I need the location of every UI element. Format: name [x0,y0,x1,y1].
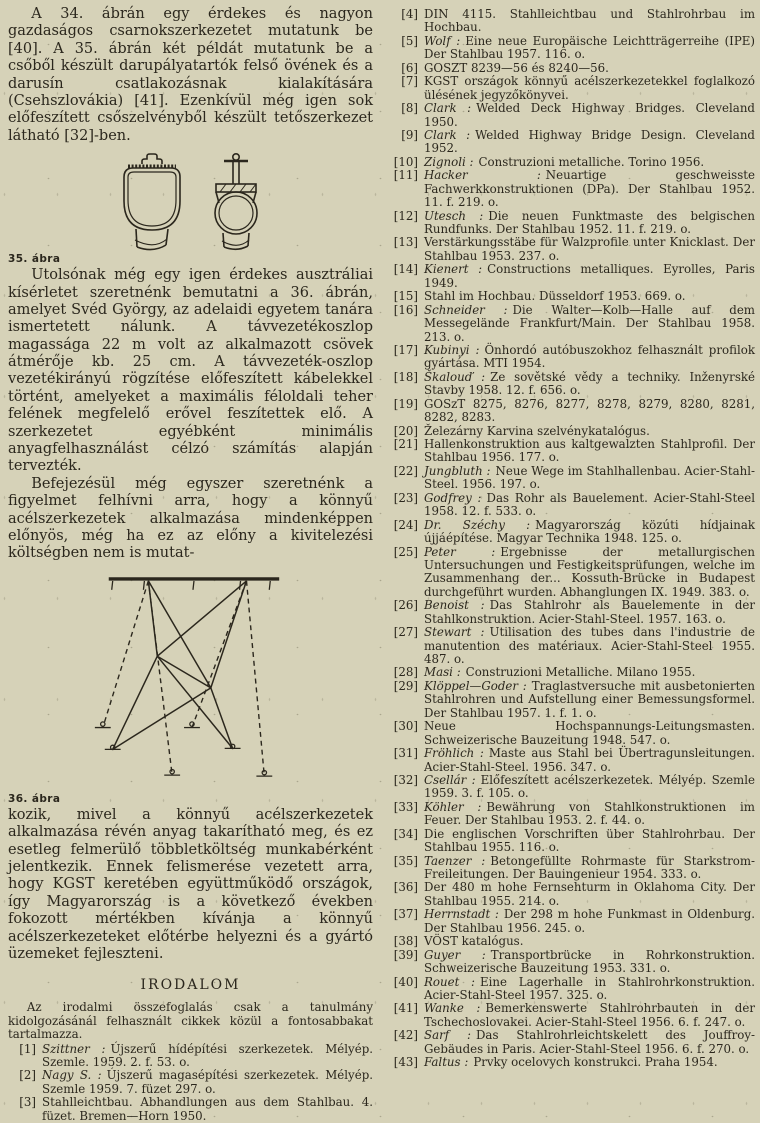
reference-entry [390,75,755,102]
reference-entry [390,102,755,129]
reference-entry [390,492,755,519]
reference-entry [390,774,755,801]
reference-text: GOSzT 8275, 8276, 8277, 8278, 8279, 8280, 8281, 8282, 8283. [424,396,755,425]
reference-author: Guyer : [424,947,486,962]
reference-number: [7] [401,74,418,89]
reference-entry [390,1002,755,1029]
reference-text: Eine neue Europäische Leichtträgerreihe (IPE) Der Stahlbau 1957. 116. o. [424,33,755,62]
reference-author: Köhler : [424,799,482,814]
reference-author: Jungbluth : [424,463,491,478]
paragraph-3-part2: kozik, mivel a könnyű acélszerkezetek alkalmazása révén anyag takarítható meg, és ez esetleg felmerülő többletköltség munkabérként jelentkezik. Ennek felismerése vezetett arra, hogy KGST keretében együttműködő országok, így Magyarország is a következő években fokozott mértékben kívánja a könnyű acélszerkezeteket előtérbe helyezni és a gyártó üzemeket fejleszteni. [8,806,373,962]
reference-entry [390,210,755,237]
paragraph-1: A 34. ábrán egy érdekes és nagyon gazdaságos csarnokszerkezetet mutatunk be [40]. A 35. ábrán két példát mutatunk be a csőből készült darupályatartók felső övének és a darusín csatlakozásnak kialakítására (Csehszlovákia) [41]. Ezenkívül még igen sok előfeszített csőszelvényből készült tetőszerkezet látható [32]-ben. [8,6,373,144]
reference-entry [390,169,755,209]
reference-entry [8,1096,373,1123]
reference-entry [390,908,755,935]
reference-author: Utesch : [424,208,484,223]
reference-text: Der 480 m hohe Fernsehturm in Oklahoma City. Der Stahlbau 1955. 214. o. [424,880,755,908]
reference-number: [31] [393,746,418,761]
reference-entry [390,8,755,35]
reference-text: Die Walter—Kolb—Halle auf dem Messegelände Frankfurt/Main. Der Stahlbau 1958. 213. o. [424,302,755,344]
reference-entry [390,519,755,546]
reference-list-left [8,1043,373,1123]
reference-number: [30] [393,719,418,734]
reference-author: Peter : [424,544,496,559]
reference-number: [11] [393,168,418,183]
reference-author: Clark : [424,101,472,116]
reference-number: [9] [401,127,418,142]
reference-text: Ergebnisse der metallurgischen Untersuchungen und Festigkeitsprüfungen, welche im Zusammenhang der... Kossuth-Brücke in Budapest durchgeführt wurden. Abhanglungen IX. 1949. 383. o. [424,544,755,599]
reference-number: [2] [19,1068,36,1083]
reference-text: Önhordó autóbuszokhoz felhasznált profilok gyártása. MTI 1954. [424,342,755,371]
reference-number: [22] [393,463,418,478]
reference-number: [16] [393,302,418,317]
reference-author: Faltus : [424,1055,469,1070]
reference-entry [390,1029,755,1056]
bibliography-heading: IRODALOM [140,977,241,994]
reference-text: KGST országok könnyű acélszerkezetekkel foglalkozó ülésének jegyzőkönyvei. [424,74,755,102]
reference-text: Der 298 m hohe Funkmast in Oldenburg. Der Stahlbau 1956. 245. o. [424,907,755,935]
reference-entry [390,626,755,666]
reference-author: Csellár : [424,772,476,787]
reference-author: Hacker : [424,168,541,183]
transmission-tower-drawing [8,569,373,789]
reference-text: VÖST katalógus. [424,934,524,949]
reference-text: DIN 4115. Stahlleichtbau und Stahlrohrbau im Hochbau. [424,7,755,35]
reference-text: Hallenkonstruktion aus kaltgewalzten Stahlprofil. Der Stahlbau 1956. 177. o. [424,437,755,465]
reference-number: [10] [393,154,418,169]
reference-text: Verstärkungsstäbe für Walzprofile unter Knicklast. Der Stahlbau 1953. 237. o. [424,235,755,263]
reference-author: Sarf : [424,1028,471,1043]
reference-author: Wolf : [424,33,461,48]
reference-author: Nagy S. : [42,1068,102,1083]
reference-number: [35] [393,853,418,868]
reference-entry [390,398,755,425]
reference-author: Zignoli : [424,154,474,169]
reference-entry [390,465,755,492]
reference-number: [8] [401,101,418,116]
right-column [390,6,755,1096]
reference-entry [8,1043,373,1070]
reference-number: [20] [393,423,418,438]
reference-text: Transportbrücke in Rohrkonstruktion. Schweizerische Bauzeitung 1953. 331. o. [424,947,756,976]
reference-entry [390,371,755,398]
reference-number: [34] [393,826,418,841]
reference-author: Rouet : [424,974,476,989]
reference-entry [390,344,755,371]
reference-text: Železárny Karvina szelvénykatalógus. [424,423,650,438]
left-column [8,6,373,1123]
reference-text: Utilisation des tubes dans l'industrie de manutention des matériaux. Acier-Stahl-Steel 1955. 487. o. [424,625,755,666]
reference-number: [28] [393,665,418,680]
reference-entry [390,129,755,156]
reference-text: Constructions metalliques. Eyrolles, Paris 1949. [424,262,755,290]
paragraph-2: Utolsónak még egy igen érdekes ausztráliai kísérletet szeretnénk bemutatni a 36. ábrán, amelyet Svéd György, az adelaidi egyetem tanára ismertetett nálunk. A távvezetékoszlop magassága 22 m volt az alkalmazott csövek átmérője kb. 25 cm. A távvezeték-oszlop vezetékirányú rögzítése előfeszített kábelekkel történt, amelyeket a maximális féloldali teher felének megfelelő erővel feszítettek elő. A szerkezetet egyébként minimális anyagfelhasználást célzó számítás alapján tervezték. [8,267,373,475]
reference-number: [4] [401,7,418,21]
reference-number: [19] [393,396,418,411]
reference-number: [15] [393,289,418,304]
reference-number: [38] [393,934,418,949]
reference-entry [390,976,755,1003]
reference-text: Betongefüllte Rohrmaste für Starkstrom-Freileitungen. Der Bauingenieur 1954. 333. o. [424,853,756,881]
reference-text: Welded Deck Highway Bridges. Cleveland 1950. [424,101,755,129]
reference-text: Stahl im Hochbau. Düsseldorf 1953. 669. o. [424,289,686,304]
reference-text: Das Stahlrohrleichtskelett des Jouffroy-Gebäudes in Paris. Acier-Stahl-Steel 1956. 6. f. 270. o. [424,1028,755,1056]
reference-author: Schneider : [424,302,508,317]
reference-text: GOSZT 8239—56 és 8240—56. [424,60,609,75]
reference-entry [390,949,755,976]
figure-35-caption: 35. ábra [8,253,61,266]
reference-author: Kienert : [424,262,483,277]
reference-text: Újszerű hídépítési szerkezetek. Mélyép. Szemle. 1959. 2. f. 53. o. [42,1041,373,1070]
reference-number: [42] [393,1028,418,1043]
reference-number: [5] [401,33,418,48]
reference-author: Herrnstadt : [424,907,499,922]
reference-text: Maste aus Stahl bei Übertragunsleitungen. Acier-Stahl-Steel. 1956. 347. o. [424,746,755,774]
reference-text: Das Stahlrohr als Bauelemente in der Stahlkonstruktion. Acier-Stahl-Steel. 1957. 163. o. [424,598,755,626]
reference-text: Traglastversuche mit ausbetonierten Stahlrohren und Aufstellung einer Bemessungsformel. Der Stahlbau 1957. 1. f. 1. o. [424,678,756,720]
reference-author: Masi : [424,665,461,680]
paragraph-3-part1: Befejezésül még egyszer szeretnénk a figyelmet felhívni arra, hogy a könnyű acélszerkezetek alkalmazása mindenképpen előnyös, még ha ez az előny a kivitelezési költségben nem is mutat- [8,475,373,562]
reference-entry [390,599,755,626]
reference-text: Neuartige geschweisste Fachwerkkonstruktionen (DPa). Der Stahlbau 1952. 11. f. 219. o. [424,168,756,210]
reference-number: [26] [393,598,418,613]
reference-entry [390,666,755,679]
reference-number: [17] [393,342,418,357]
reference-entry [390,828,755,855]
reference-text: Die neuen Funktmaste des belgischen Rundfunks. Der Stahlbau 1952. 11. f. 219. o. [424,208,755,236]
reference-entry [390,35,755,62]
reference-entry [390,855,755,882]
reference-text: Das Rohr als Bauelement. Acier-Stahl-Steel 1958. 12. f. 533. o. [424,490,755,519]
reference-author: Kubinyi : [424,342,480,357]
reference-number: [29] [393,678,418,693]
reference-text: Újszerű magasépítési szerkezetek. Mélyép. Szemle 1959. 7. füzet 297. o. [42,1068,373,1096]
reference-entry [390,62,755,75]
reference-text: Neue Wege im Stahlhallenbau. Acier-Stahl-Steel. 1956. 197. o. [424,463,755,492]
reference-text: Construzioni Metalliche. Milano 1955. [465,665,696,680]
reference-entry [390,438,755,465]
reference-author: Benoist : [424,598,485,613]
reference-text: Die englischen Vorschriften über Stahlrohrbau. Der Stahlbau 1955. 116. o. [424,826,755,855]
reference-author: Klöppel—Goder : [424,678,527,693]
crane-rail-section-drawing [8,151,373,249]
reference-entry [390,304,755,344]
reference-author: Godfrey : [424,490,482,505]
reference-text: Prvky ocelovych konstrukci. Praha 1954. [473,1055,718,1070]
reference-text: Construzioni metalliche. Torino 1956. [478,154,705,169]
reference-number: [6] [401,60,418,75]
reference-text: Ze sovětské vědy a techniky. Inženyrské Stavby 1958. 12. f. 656. o. [424,369,756,398]
reference-entry [390,290,755,303]
figure-36 [8,569,373,805]
reference-author: Szittner : [42,1041,106,1056]
reference-list-right [390,8,755,1070]
reference-entry [390,935,755,948]
reference-number: [23] [393,490,418,505]
reference-number: [36] [393,880,418,895]
reference-text: Magyarország közúti hídjainak újjáépítése. Magyar Technika 1948. 125. o. [424,517,755,546]
reference-author: Dr. Széchy : [424,517,531,532]
reference-number: [37] [393,907,418,922]
reference-number: [14] [393,262,418,277]
reference-number: [27] [393,625,418,640]
reference-entry [390,1056,755,1069]
reference-entry [390,156,755,169]
bibliography-intro: Az irodalmi összefoglalás csak a tanulmány kidolgozásánál felhasznált cikkek közül a fontosabbakat tartalmazza. [8,1000,373,1042]
reference-number: [12] [393,208,418,223]
reference-entry [390,801,755,828]
reference-entry [390,747,755,774]
reference-author: Clark : [424,127,471,142]
reference-author: Taenzer : [424,853,486,868]
reference-number: [21] [393,437,418,451]
reference-number: [40] [393,974,418,989]
reference-entry [8,1069,373,1096]
figure-35 [8,151,373,265]
reference-entry [390,546,755,600]
reference-number: [32] [393,772,418,787]
reference-text: Bemerkenswerte Stahlrohrbauten in der Tschechoslovakei. Acier-Stahl-Steel 1956. 6. f. 247. o. [424,1001,755,1029]
reference-author: Škalouď : [424,369,486,384]
reference-author: Stewart : [424,625,485,640]
figure-36-caption: 36. ábra [8,792,61,805]
reference-entry [390,263,755,290]
reference-number: [1] [19,1041,36,1056]
reference-text: Bewährung von Stahlkonstruktionen im Feuer. Der Stahlbau 1953. 2. f. 44. o. [424,799,755,828]
reference-number: [24] [393,517,418,532]
reference-text: Neue Hochspannungs-Leitungsmasten. Schweizerische Bauzeitung 1948. 547. o. [424,719,755,747]
reference-text: Előfeszített acélszerkezetek. Mélyép. Szemle 1959. 3. f. 105. o. [424,772,756,801]
reference-entry [390,881,755,908]
reference-number: [18] [393,369,418,384]
reference-text: Stahlleichtbau. Abhandlungen aus dem Stahlbau. 4. füzet. Bremen—Horn 1950. [42,1095,373,1123]
reference-entry [390,236,755,263]
reference-text: Welded Highway Bridge Design. Cleveland 1952. [424,127,755,156]
reference-entry [390,680,755,720]
reference-number: [3] [19,1095,36,1110]
reference-number: [41] [393,1001,418,1016]
reference-number: [33] [393,799,418,814]
reference-number: [13] [393,235,418,250]
reference-number: [39] [393,947,418,962]
reference-text: Eine Lagerhalle in Stahlrohrkonstruktion. Acier-Stahl-Steel 1957. 325. o. [424,974,755,1002]
reference-author: Fröhlich : [424,746,484,761]
reference-entry [390,720,755,747]
reference-number: [25] [393,544,418,559]
reference-number: [43] [393,1055,418,1070]
reference-entry [390,425,755,438]
reference-author: Wanke : [424,1001,481,1016]
